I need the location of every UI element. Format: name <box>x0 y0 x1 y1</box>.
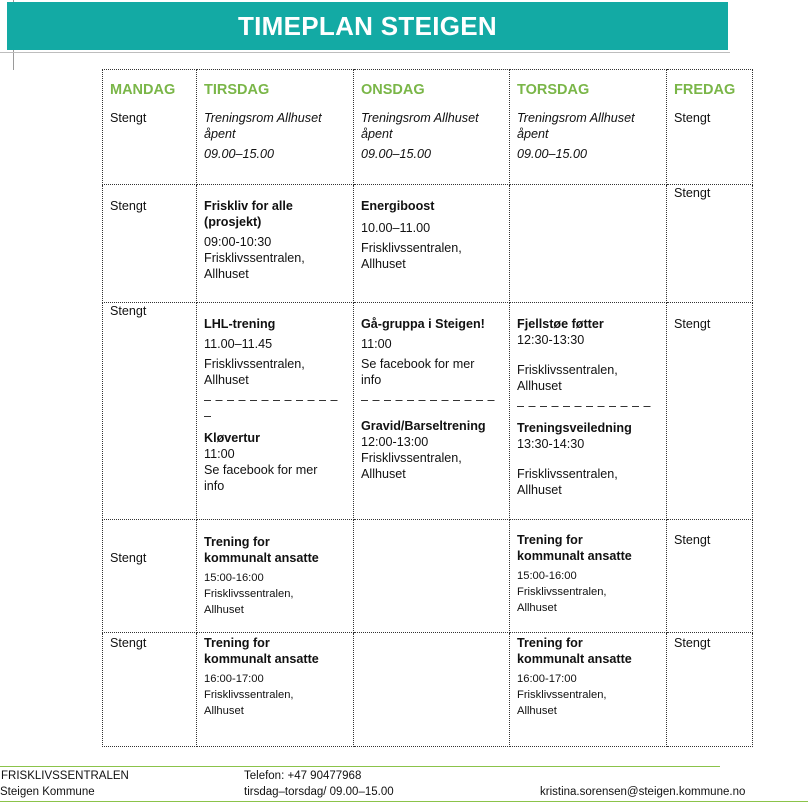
cell-tuesday <box>197 185 354 303</box>
closed-label: Stengt <box>110 111 147 125</box>
cell-wednesday <box>354 303 510 520</box>
activity-info: Se facebook for mer <box>361 357 475 371</box>
cell-friday <box>667 633 753 747</box>
cell-tuesday <box>197 70 354 185</box>
gym-open-label: åpent <box>517 127 549 141</box>
footer-rule <box>0 766 720 767</box>
activity-time: 09:00-10:30 <box>204 235 272 249</box>
cell-wednesday <box>354 520 510 633</box>
activity-title: Trening for <box>204 636 270 650</box>
gym-open-label: Treningsrom Allhuset <box>204 111 322 125</box>
footer-rule-bottom <box>0 801 808 802</box>
day-heading-wednesday: ONSDAG <box>361 82 425 98</box>
activity-time: 16:00-17:00 <box>517 673 577 685</box>
activity-time: 11.00–11.45 <box>204 337 273 351</box>
cell-wednesday <box>354 70 510 185</box>
activity-time: 10.00–11.00 <box>361 221 431 235</box>
activity-title: Gå-gruppa i Steigen! <box>361 317 485 331</box>
separator-dashes: – – – – – – – – – – – – – <box>204 393 339 423</box>
day-heading-friday: FREDAG <box>674 82 736 98</box>
activity-location: Frisklivssentralen, <box>361 241 462 255</box>
separator-dashes: – – – – – – – – – – – – <box>517 399 652 413</box>
closed-label: Stengt <box>110 551 147 565</box>
cell-thursday <box>510 633 667 747</box>
footer-org: FRISKLIVSSENTRALEN <box>1 770 129 782</box>
activity-location: Allhuset <box>517 379 562 393</box>
day-heading-tuesday: TIRSDAG <box>204 82 270 98</box>
activity-location: Frisklivssentralen, <box>517 586 607 598</box>
cell-thursday <box>510 520 667 633</box>
cell-thursday <box>510 70 667 185</box>
page-title: TIMEPLAN STEIGEN <box>7 2 728 50</box>
activity-location: Frisklivssentralen, <box>204 588 294 600</box>
activity-title: kommunalt ansatte <box>517 549 632 563</box>
activity-title: Gravid/Barseltrening <box>361 419 486 433</box>
day-heading-monday: MANDAG <box>110 82 176 98</box>
activity-time: 16:00-17:00 <box>204 673 264 685</box>
activity-title: Trening for <box>517 636 583 650</box>
closed-label: Stengt <box>110 199 147 213</box>
cell-tuesday <box>197 520 354 633</box>
activity-time: 13:30-14:30 <box>517 437 585 451</box>
activity-location: Frisklivssentralen, <box>204 251 305 265</box>
closed-label: Stengt <box>674 636 711 650</box>
cell-wednesday <box>354 633 510 747</box>
activity-info: info <box>361 373 382 387</box>
footer-hours: tirsdag–torsdag/ 09.00–15.00 <box>244 786 394 798</box>
activity-title: (prosjekt) <box>204 215 262 229</box>
activity-location: Frisklivssentralen, <box>361 451 462 465</box>
cell-friday <box>667 70 753 185</box>
activity-info: info <box>204 479 225 493</box>
schedule-table <box>102 69 753 747</box>
activity-title: Energiboost <box>361 199 435 213</box>
cell-thursday <box>510 303 667 520</box>
cell-monday <box>103 185 197 303</box>
activity-location: Frisklivssentralen, <box>517 689 607 701</box>
activity-location: Allhuset <box>517 483 562 497</box>
activity-location: Allhuset <box>204 604 244 616</box>
table-row <box>103 633 753 747</box>
table-row <box>103 520 753 633</box>
closed-label: Stengt <box>110 636 147 650</box>
closed-label: Stengt <box>674 317 711 331</box>
activity-location: Allhuset <box>517 705 557 717</box>
activity-time: 15:00-16:00 <box>517 570 577 582</box>
activity-location: Frisklivssentralen, <box>517 467 618 481</box>
activity-location: Frisklivssentralen, <box>517 363 618 377</box>
gym-open-label: Treningsrom Allhuset <box>361 111 479 125</box>
closed-label: Stengt <box>674 111 711 125</box>
gym-open-label: Treningsrom Allhuset <box>517 111 635 125</box>
footer-municipality: Steigen Kommune <box>0 786 95 798</box>
closed-label: Stengt <box>674 186 711 200</box>
activity-time: 11:00 <box>204 447 235 461</box>
cell-monday <box>103 633 197 747</box>
table-row <box>103 185 753 303</box>
cell-friday <box>667 520 753 633</box>
activity-title: kommunalt ansatte <box>204 551 319 565</box>
footer-email: kristina.sorensen@steigen.kommune.no <box>540 786 746 798</box>
opening-hours: 09.00–15.00 <box>517 147 588 161</box>
cell-tuesday <box>197 633 354 747</box>
activity-location: Allhuset <box>361 257 406 271</box>
opening-hours: 09.00–15.00 <box>204 147 275 161</box>
activity-title: Friskliv for alle <box>204 199 293 213</box>
footer-phone: Telefon: +47 90477968 <box>244 770 362 782</box>
activity-title: Trening for <box>204 535 270 549</box>
separator-dashes: – – – – – – – – – – – – <box>361 393 496 407</box>
table-row <box>103 303 753 520</box>
cell-friday <box>667 185 753 303</box>
activity-location: Allhuset <box>204 373 249 387</box>
activity-title: kommunalt ansatte <box>517 652 632 666</box>
activity-time: 11:00 <box>361 337 392 351</box>
activity-title: Trening for <box>517 533 583 547</box>
activity-location: Allhuset <box>204 705 244 717</box>
activity-location: Frisklivssentralen, <box>204 357 305 371</box>
cell-tuesday <box>197 303 354 520</box>
activity-location: Allhuset <box>361 467 406 481</box>
crop-mark-horizontal <box>0 52 730 53</box>
gym-open-label: åpent <box>204 127 236 141</box>
closed-label: Stengt <box>110 304 147 318</box>
activity-location: Frisklivssentralen, <box>204 689 294 701</box>
closed-label: Stengt <box>674 533 711 547</box>
cell-thursday <box>510 185 667 303</box>
activity-title: LHL-trening <box>204 317 276 331</box>
cell-friday <box>667 303 753 520</box>
activity-location: Allhuset <box>517 602 557 614</box>
activity-title: Fjellstøe føtter <box>517 317 604 331</box>
activity-title: Treningsveiledning <box>517 421 632 435</box>
activity-time: 12:30-13:30 <box>517 333 585 347</box>
activity-info: Se facebook for mer <box>204 463 318 477</box>
activity-title: Kløvertur <box>204 431 260 445</box>
cell-monday <box>103 303 197 520</box>
activity-time: 12:00-13:00 <box>361 435 429 449</box>
gym-open-label: åpent <box>361 127 393 141</box>
day-heading-thursday: TORSDAG <box>517 82 590 98</box>
cell-monday <box>103 520 197 633</box>
activity-title: kommunalt ansatte <box>204 652 319 666</box>
table-row <box>103 70 753 185</box>
activity-location: Allhuset <box>204 267 249 281</box>
cell-wednesday <box>354 185 510 303</box>
opening-hours: 09.00–15.00 <box>361 147 432 161</box>
activity-time: 15:00-16:00 <box>204 572 264 584</box>
cell-monday <box>103 70 197 185</box>
